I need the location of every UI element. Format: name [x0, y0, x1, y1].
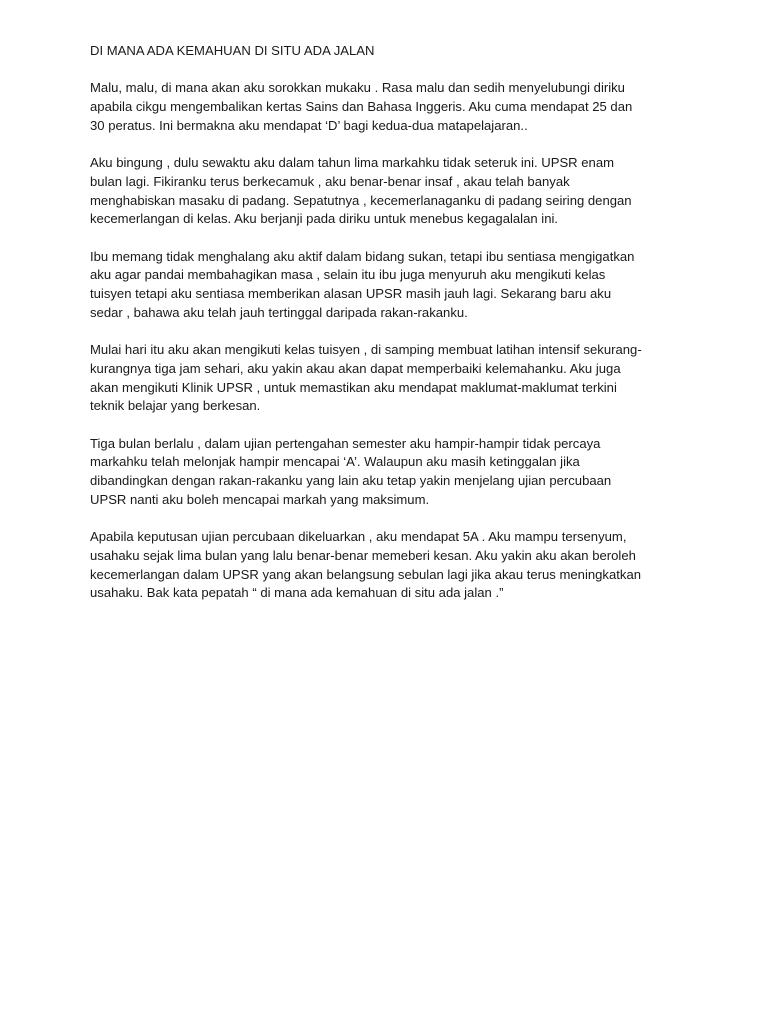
- paragraph-line: Malu, malu, di mana akan aku sorokkan mukaku . Rasa malu dan sedih menyelubungi diriku: [90, 80, 625, 96]
- paragraph-line: Apabila keputusan ujian percubaan dikeluarkan , aku mendapat 5A . Aku mampu tersenyum,: [90, 529, 627, 545]
- document-title: DI MANA ADA KEMAHUAN DI SITU ADA JALAN: [90, 43, 375, 58]
- paragraph-line: usahaku sejak lima bulan yang lalu benar-benar memeberi kesan. Aku yakin aku akan beroleh: [90, 547, 636, 563]
- paragraph-2: [90, 154, 680, 229]
- paragraph-line: markahku telah melonjak hampir mencapai ‘A’. Walaupun aku masih ketinggalan jika: [90, 454, 580, 470]
- paragraph-line: sedar , bahawa aku telah jauh tertinggal daripada rakan-rakanku.: [90, 304, 468, 320]
- paragraph-line: Ibu memang tidak menghalang aku aktif dalam bidang sukan, tetapi ibu sentiasa mengigatkan: [90, 248, 635, 264]
- paragraph-line: Aku bingung , dulu sewaktu aku dalam tahun lima markahku tidak seteruk ini. UPSR enam: [90, 155, 615, 171]
- paragraph-1: [90, 79, 680, 135]
- paragraph-3: [90, 248, 680, 323]
- paragraph-5: [90, 435, 680, 510]
- paragraph-line: akan mengikuti Klinik UPSR , untuk memastikan aku mendapat maklumat-maklumat terkini: [90, 379, 617, 395]
- document-page: [90, 42, 680, 622]
- paragraph-line: aku agar pandai membahagikan masa , selain itu ibu juga menyuruh aku mengikuti kelas: [90, 267, 606, 283]
- paragraph-line: teknik belajar yang berkesan.: [90, 398, 261, 414]
- paragraph-line: Tiga bulan berlalu , dalam ujian pertengahan semester aku hampir-hampir tidak percaya: [90, 435, 601, 451]
- paragraph-4: [90, 341, 680, 416]
- paragraph-line: menghabiskan masaku di padang. Sepatutnya , kecemerlanaganku di padang seiring dengan: [90, 192, 632, 208]
- paragraph-line: tuisyen tetapi aku sentiasa memberikan alasan UPSR masih jauh lagi. Sekarang baru aku: [90, 286, 612, 302]
- paragraph-line: Mulai hari itu aku akan mengikuti kelas tuisyen , di samping membuat latihan intensif sekurang-: [90, 342, 642, 358]
- paragraph-line: apabila cikgu mengembalikan kertas Sains dan Bahasa Inggeris. Aku cuma mendapat 25 dan: [90, 99, 633, 115]
- paragraph-6: [90, 528, 680, 603]
- paragraph-line: 30 peratus. Ini bermakna aku mendapat ‘D’ bagi kedua-dua matapelajaran..: [90, 117, 528, 133]
- paragraph-line: kurangnya tiga jam sehari, aku yakin akau akan dapat memperbaiki kelemahanku. Aku juga: [90, 360, 621, 376]
- paragraph-line: UPSR nanti aku boleh mencapai markah yang maksimum.: [90, 491, 430, 507]
- paragraph-line: kecemerlangan dalam UPSR yang akan belangsung sebulan lagi jika akau terus meningkatkan: [90, 566, 642, 582]
- paragraph-line: dibandingkan dengan rakan-rakanku yang lain aku tetap yakin menjelang ujian percubaan: [90, 473, 612, 489]
- paragraph-line: usahaku. Bak kata pepatah “ di mana ada kemahuan di situ ada jalan .”: [90, 585, 504, 601]
- paragraph-line: kecemerlangan di kelas. Aku berjanji pada diriku untuk menebus kegagalalan ini.: [90, 211, 559, 227]
- paragraph-line: bulan lagi. Fikiranku terus berkecamuk , aku benar-benar insaf , akau telah banyak: [90, 173, 570, 189]
